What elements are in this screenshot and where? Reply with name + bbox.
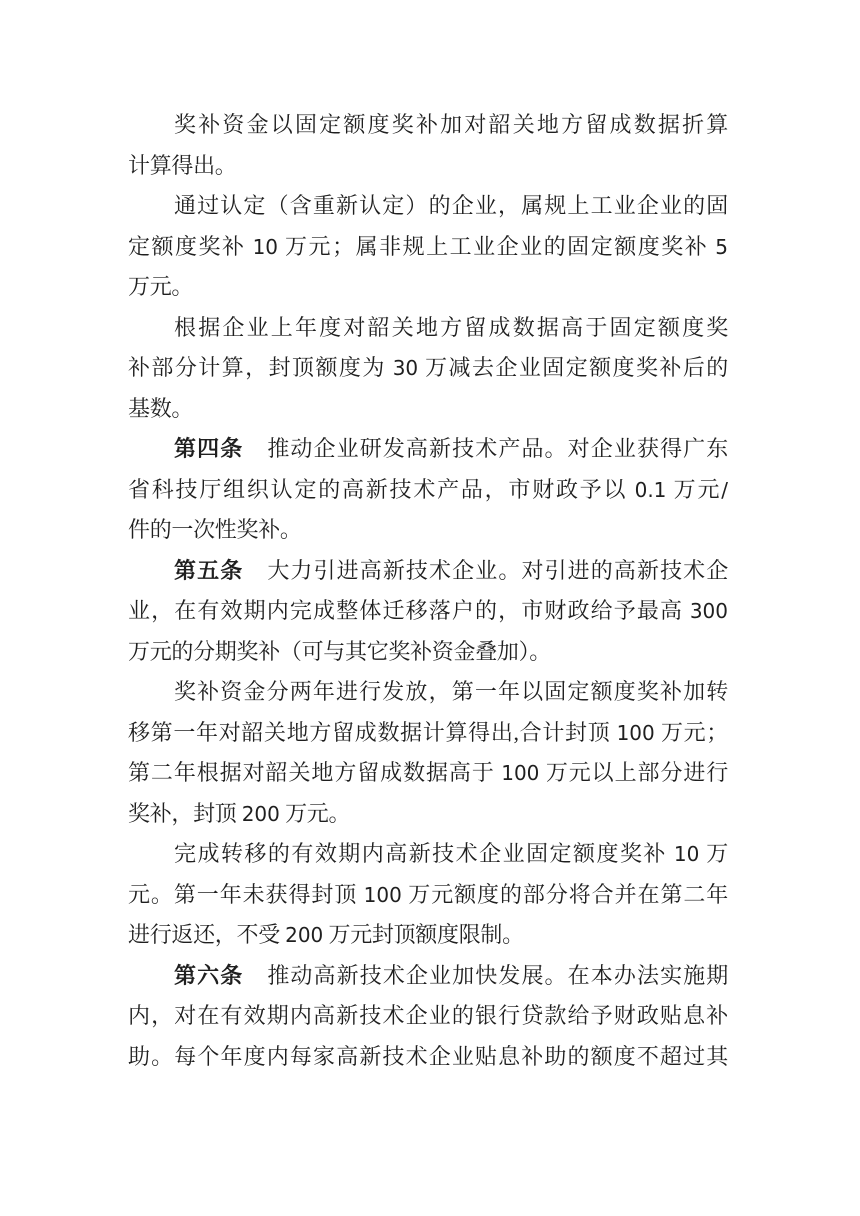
line-text: 基数。 [128, 395, 194, 421]
line-text: 奖补资金分两年进行发放，第一年以固定额度奖补加转 [174, 679, 728, 704]
line-text: 奖补资金以固定额度奖补加对韶关地方留成数据折算 [174, 112, 728, 137]
line-text: 件的一次性奖补。 [128, 517, 302, 542]
text-line [128, 591, 728, 632]
line-text: 奖补，封顶 200 万元。 [128, 800, 351, 826]
text-line [128, 429, 728, 470]
line-text: 万元。 [128, 274, 194, 299]
text-line [128, 389, 728, 430]
text-line [128, 996, 728, 1037]
text-line [128, 672, 728, 713]
line-text: 定额度奖补 10 万元；属非规上工业企业的固定额度奖补 5 [128, 233, 728, 259]
clause-label: 第六条 [174, 962, 244, 988]
text-line [128, 915, 728, 956]
text-line [128, 308, 728, 349]
text-line [128, 834, 728, 875]
line-text: 元。第一年未获得封顶 100 万元额度的部分将合并在第二年 [128, 881, 728, 907]
text-line [128, 105, 728, 146]
text-line [128, 348, 728, 389]
line-text: 通过认定（含重新认定）的企业，属规上工业企业的固 [174, 193, 728, 218]
text-line [128, 875, 728, 916]
text-line [128, 753, 728, 794]
clause-label: 第五条 [174, 557, 244, 583]
line-text: 根据企业上年度对韶关地方留成数据高于固定额度奖 [174, 314, 728, 340]
line-text: 大力引进高新技术企业。对引进的高新技术企 [267, 557, 728, 583]
line-text: 推动企业研发高新技术产品。对企业获得广东 [267, 436, 728, 461]
text-line [128, 227, 728, 268]
text-block [128, 105, 728, 1077]
text-line [128, 186, 728, 227]
text-line [128, 1037, 728, 1078]
text-line [128, 470, 728, 511]
text-line [128, 510, 728, 551]
line-text: 内，对在有效期内高新技术企业的银行贷款给予财政贴息补 [128, 1003, 728, 1028]
line-text: 补部分计算，封顶额度为 30 万减去企业固定额度奖补后的 [128, 355, 728, 380]
text-line [128, 956, 728, 997]
line-text: 助。每个年度内每家高新技术企业贴息补助的额度不超过其 [128, 1043, 728, 1069]
line-text: 业，在有效期内完成整体迁移落户的，市财政给予最高 300 [128, 598, 728, 623]
text-line [128, 146, 728, 187]
clause-label: 第四条 [174, 436, 244, 461]
line-text: 第二年根据对韶关地方留成数据高于 100 万元以上部分进行 [128, 760, 728, 785]
line-text: 进行返还，不受 200 万元封顶额度限制。 [128, 922, 524, 947]
text-line [128, 632, 728, 673]
line-text: 推动高新技术企业加快发展。在本办法实施期 [267, 962, 728, 988]
text-line [128, 551, 728, 592]
line-text: 计算得出。 [128, 152, 237, 178]
text-line [128, 713, 728, 754]
line-text: 万元的分期奖补（可与其它奖补资金叠加）。 [128, 638, 552, 664]
line-text: 省科技厅组织认定的高新技术产品，市财政予以 0.1 万元/ [128, 476, 728, 502]
text-line [128, 267, 728, 308]
text-line [128, 794, 728, 835]
line-text: 完成转移的有效期内高新技术企业固定额度奖补 10 万 [174, 841, 728, 866]
line-text: 移第一年对韶关地方留成数据计算得出,合计封顶 100 万元； [128, 719, 728, 745]
